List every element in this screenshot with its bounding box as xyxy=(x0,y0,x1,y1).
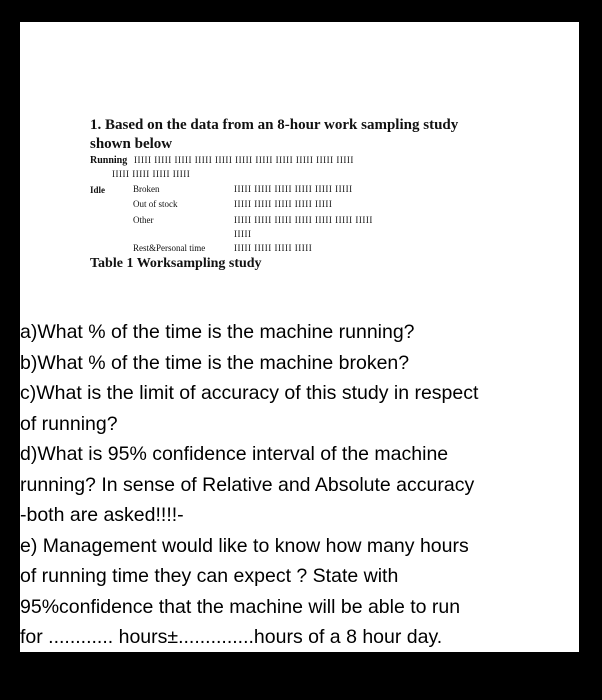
running-tally-row-2: IIIII IIIII IIIII IIIII xyxy=(112,169,191,179)
category-rest-personal: Rest&Personal time xyxy=(133,243,206,253)
tally-out-of-stock: IIIII IIIII IIIII IIIII IIIII xyxy=(234,199,333,209)
question-line: running? In sense of Relative and Absolute accuracy xyxy=(20,473,475,496)
question-line: -both are asked!!!!- xyxy=(20,504,184,526)
question-line: d)What is 95% confidence interval of the machine xyxy=(20,443,449,465)
question-line: a)What % of the time is the machine running? xyxy=(20,321,415,343)
question-line: b)What % of the time is the machine broken? xyxy=(20,351,410,374)
tally-rest-personal: IIIII IIIII IIIII IIIII xyxy=(234,243,313,253)
question-line: e) Management would like to know how many hours xyxy=(20,534,469,557)
tally-broken: IIIII IIIII IIIII IIIII IIIII IIIII xyxy=(234,184,353,194)
question-line: 95%confidence that the machine will be able to run xyxy=(20,595,461,618)
question-line: for ............ hours±..............hours of a 8 hour day. xyxy=(20,626,443,648)
table-caption: Table 1 Worksampling study xyxy=(90,256,262,271)
category-out-of-stock: Out of stock xyxy=(133,199,178,209)
problem-heading xyxy=(90,116,458,154)
tally-other-row-1: IIIII IIIII IIIII IIIII IIIII IIIII IIIII xyxy=(234,215,373,225)
questions-block xyxy=(20,317,579,653)
heading-line-1: 1. Based on the data from an 8-hour work sampling study xyxy=(90,117,459,133)
heading-line-2: shown below xyxy=(90,136,173,152)
question-page xyxy=(20,22,579,652)
category-broken: Broken xyxy=(133,184,160,194)
idle-label: Idle xyxy=(90,185,106,195)
tally-other-row-2: IIIII xyxy=(234,229,252,239)
category-other: Other xyxy=(133,215,154,225)
running-tally-row-1: IIIII IIIII IIIII IIIII IIIII IIIII IIIII IIIII IIIII IIIII IIIII xyxy=(134,155,354,165)
question-line: of running? xyxy=(20,412,118,435)
question-line: c)What is the limit of accuracy of this study in respect xyxy=(20,382,479,404)
running-label: Running xyxy=(90,155,128,166)
question-line: of running time they can expect ? State with xyxy=(20,565,399,587)
